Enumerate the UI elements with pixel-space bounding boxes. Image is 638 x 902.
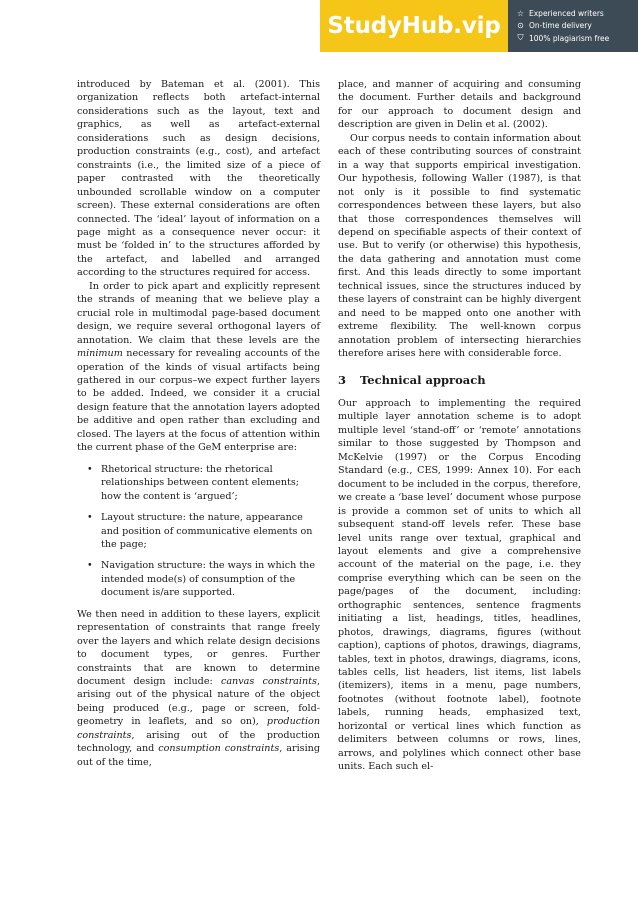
emphasis: production constraints <box>77 716 320 741</box>
list-item: • Navigation structure: the ways in which the intended mode(s) of consumption of the document is/are supported. <box>87 559 320 599</box>
feature-item <box>516 9 638 18</box>
section-title: Technical approach <box>360 372 486 387</box>
paragraph: place, and manner of acquiring and consuming the document. Further details and background for our approach to document design and description are given in Delin et al. (2002). <box>338 79 581 131</box>
paragraph: Our corpus needs to contain information about each of these contributing sources of constraint in a way that supports empirical investigation. Our hypothesis, following Waller (1987), is that not only is it possible to find systematic correspondences between these layers, but also that those correspondences themselves will depend on specifiable aspects of their context of use. But to verify (or otherwise) this hypothesis, the data gathering and annotation must come first. And this leads directly to some important technical issues, since the structures induced by these layers of constraint can be highly divergent and need to be mapped onto one another with extreme flexibility. The well-known corpus annotation problem of intersecting hierarchies therefore arises here with considerable force. <box>338 132 581 360</box>
ad-banner[interactable] <box>320 0 638 52</box>
clock-icon: ⊙ <box>517 21 524 30</box>
left-column <box>77 78 320 769</box>
shield-icon: ⛉ <box>517 33 524 42</box>
paragraph <box>77 280 320 455</box>
emphasis: consumption constraints <box>158 743 280 755</box>
paragraph <box>77 608 320 769</box>
emphasis: canvas constraints <box>220 676 317 688</box>
list-item: • Layout structure: the nature, appearance and position of communicative elements on the page; <box>87 511 320 551</box>
text-run: In order to pick apart and explicitly represent the strands of meaning that we believe play a crucial role in multimodal page-based document design, we require several orthogonal layers of annotation. We claim that these levels are the <box>77 280 320 346</box>
emphasis: minimum <box>77 348 123 360</box>
section-heading <box>338 374 581 387</box>
feature-label: 100% plagiarism free <box>529 33 610 43</box>
paragraph: introduced by Bateman et al. (2001). This organization reflects both artefact-internal considerations such as the layout, text and graphics, as well as artefact-external considerations such as design decisions, production constraints (e.g., cost), and artefact constraints (i.e., the limited size of a piece of paper contrasted with the theoretically unbounded scrollable window on a computer screen). These external considerations are often connected. The ‘ideal’ layout of information on a page might as a consequence never occur: it must be ‘folded in’ to the structures afforded by the artefact, and labelled and arranged according to the structures required for access. <box>77 79 320 279</box>
right-column <box>338 78 581 774</box>
text-run: necessary for revealing accounts of the operation of the kinds of visual artifacts being gathered in our corpus–we expect further layers to be added. Indeed, we consider it a crucial design feature that the annotation layers adopted be additive and open rather than excluding and closed. The layers at the focus of attention within the current phase of the GeM enterprise are: <box>77 348 320 454</box>
text-run: , arising out of the physical nature of the object being produced (e.g., page or screen, fold-geometry in leaflets, and so on), <box>77 676 320 728</box>
feature-list <box>508 9 638 43</box>
layer-list <box>77 463 320 600</box>
list-item: • Rhetorical structure: the rhetorical relationships between content elements; how the content is ‘argued’; <box>87 463 320 503</box>
feature-label: On-time delivery <box>529 21 592 30</box>
feature-label: Experienced writers <box>529 9 604 18</box>
text-run: , arising out of the time, <box>77 743 320 768</box>
brand-logo[interactable]: StudyHub.vip <box>320 0 508 52</box>
star-icon: ☆ <box>516 9 525 18</box>
text-run: , arising out of the production technology, and <box>77 729 320 755</box>
feature-item <box>516 33 638 43</box>
feature-item <box>516 21 638 30</box>
paragraph: Our approach to implementing the required multiple layer annotation scheme is to adopt multiple level ‘stand-off’ or ‘remote’ annotations similar to those suggested by Thompson and McKelvie (1997) or the Corpus Encoding Standard (e.g., CES, 1999: Annex 10). For each document to be included in the corpus, therefore, we create a ‘base level’ document whose purpose is provide a common set of units to which all subsequent stand-off levels refer. These base level units range over textual, graphical and layout elements and give a comprehensive account of the material on the page, i.e. they comprise everything which can be seen on the page/pages of the document, including: orthographic sentences, sentence fragments initiating a list, headings, titles, headlines, photos, drawings, diagrams, figures (without caption), captions of photos, drawings, diagrams, tables, text in photos, drawings, diagrams, icons, tables cells, list headers, list items, list labels (itemizers), items in a menu, page numbers, footnotes (without footnote label), footnote labels, running heads, emphasized text, horizontal or vertical lines which function as delimiters between columns or rows, lines, arrows, and polylines which connect other base units. Each such el- <box>338 397 581 773</box>
section-number: 3 <box>338 372 347 387</box>
text-run: We then need in addition to these layers, explicit representation of constraints that range freely over the layers and which relate design decisions to document types, or genres. Further constraints that are known to determine document design include: <box>77 608 320 688</box>
